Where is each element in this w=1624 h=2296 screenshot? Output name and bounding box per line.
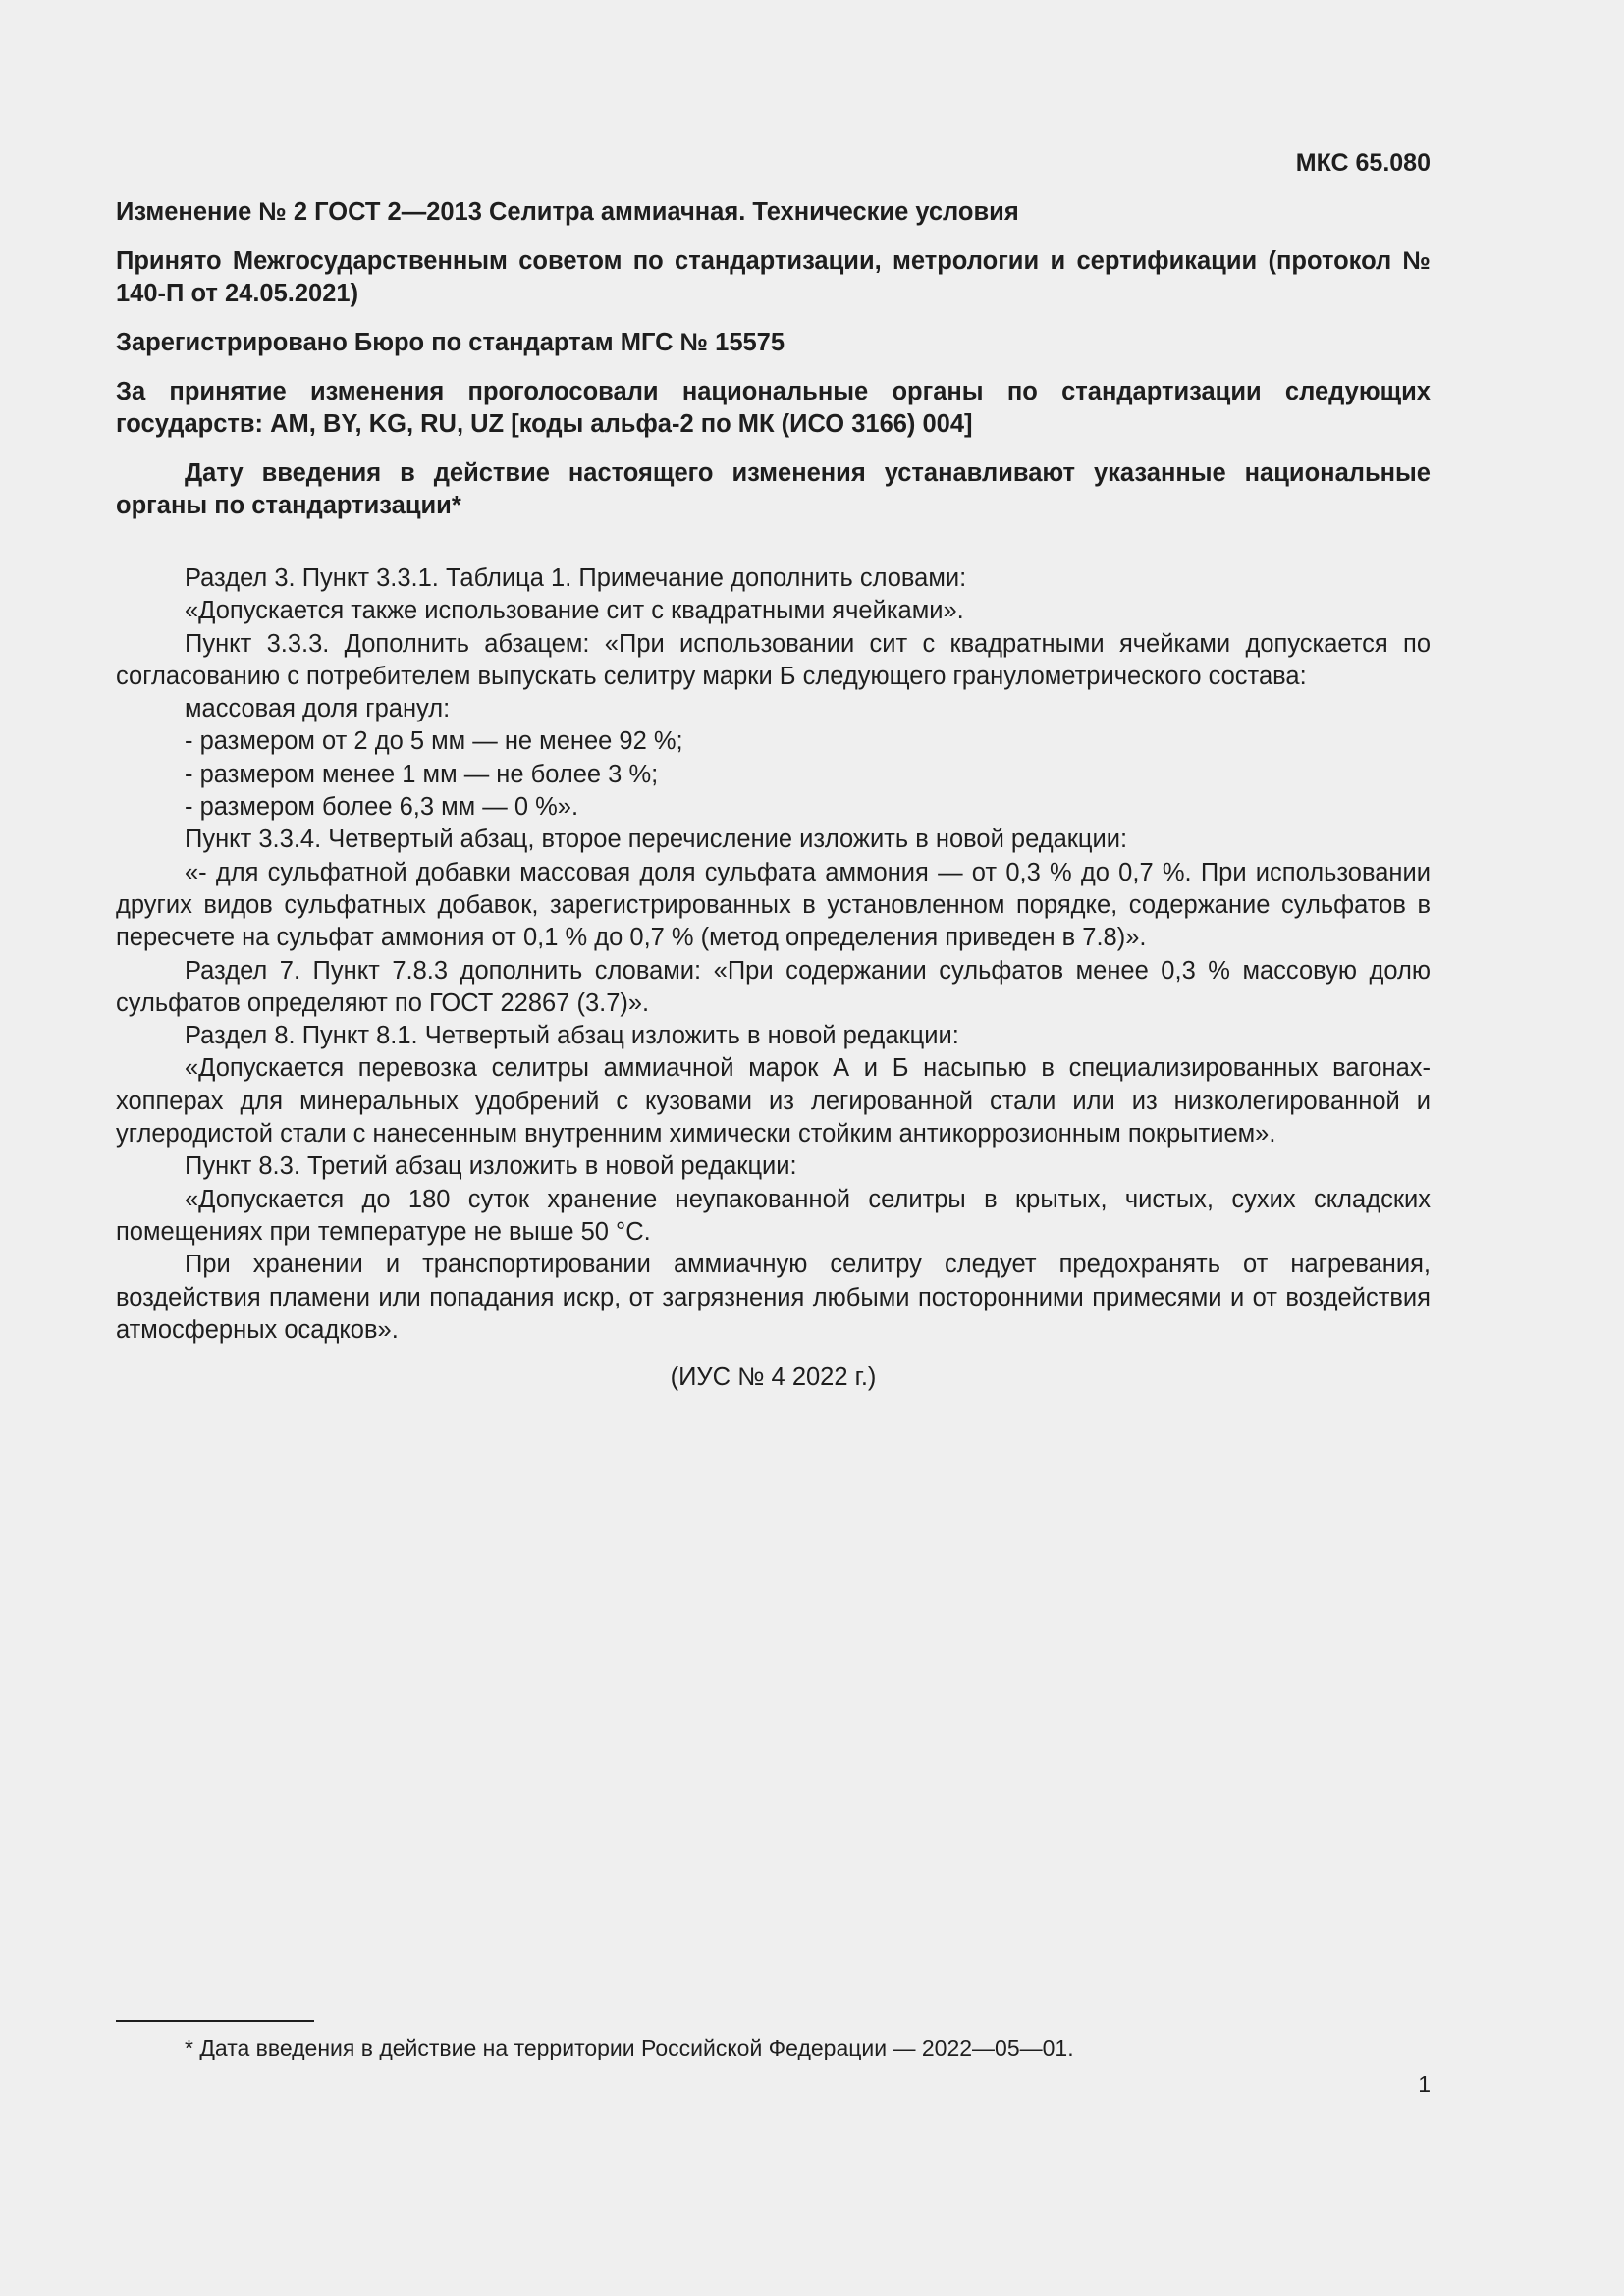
body-paragraph: массовая доля гранул: [185,695,451,723]
body-paragraph: «Допускается до 180 суток хранение неупакованной селитры в крытых, чистых, сухих складских помещениях при температуре не выше 50 °С. [116,1185,1431,1246]
amendment-body [116,562,1431,1394]
body-paragraph: «Допускается перевозка селитры аммиачной марок А и Б насыпью в специализированных вагонах-хопперах для минеральных удобрений с кузовами из легированной стали или из низколегированной и углеродистой стали с нанесенным внутренним химически стойким антикоррозионным покрытием». [116,1054,1431,1148]
effective-date-statement: Дату введения в действие настоящего изменения устанавливают указанные национальные органы по стандартизации* [116,459,1431,519]
footnote-divider [116,2020,314,2022]
body-paragraph: Раздел 3. Пункт 3.3.1. Таблица 1. Примечание дополнить словами: [185,564,967,592]
amendment-title: Изменение № 2 ГОСТ 2—2013 Селитра аммиачная. Технические условия [116,198,1019,226]
body-paragraph: «- для сульфатной добавки массовая доля сульфата аммония — от 0,3 % до 0,7 %. При использовании других видов сульфатных добавок, зарегистрированных в установленном порядке, содержание сульфатов в пересчете на сульфат аммония от 0,1 % до 0,7 % (метод определения приведен в 7.8)». [116,858,1431,952]
document-page [116,0,1431,2296]
body-paragraph: Пункт 8.3. Третий абзац изложить в новой редакции: [185,1152,797,1181]
body-paragraph: Пункт 3.3.3. Дополнить абзацем: «При использовании сит с квадратными ячейками допускается по согласованию с потребителем выпускать селитру марки Б следующего гранулометрического состава: [116,629,1431,690]
body-paragraph: При хранении и транспортировании аммиачную селитру следует предохранять от нагревания, воздействия пламени или попадания искр, от загрязнения любыми посторонними примесями и от воздействия атмосферных осадков». [116,1251,1431,1344]
page-number: 1 [1418,2071,1431,2097]
list-item: - размером более 6,3 мм — 0 %». [185,793,579,822]
footnote: * Дата введения в действие на территории Российской Федерации — 2022—05—01. [185,2035,1074,2060]
source-note: (ИУС № 4 2022 г.) [670,1363,877,1392]
classifier-code: МКС 65.080 [1295,149,1431,177]
body-paragraph: Пункт 3.3.4. Четвертый абзац, второе перечисление изложить в новой редакции: [185,826,1128,854]
body-paragraph: Раздел 8. Пункт 8.1. Четвертый абзац изложить в новой редакции: [185,1022,959,1050]
adoption-statement: Принято Межгосударственным советом по стандартизации, метрологии и сертификации (протокол № 140-П от 24.05.2021) [116,247,1431,307]
list-item: - размером менее 1 мм — не более 3 %; [185,760,659,788]
body-paragraph: «Допускается также использование сит с квадратными ячейками». [185,597,964,625]
amendment-header [116,196,1431,539]
body-paragraph: Раздел 7. Пункт 7.8.3 дополнить словами: «При содержании сульфатов менее 0,3 % массовую долю сульфатов определяют по ГОСТ 22867 (3.7)». [116,956,1431,1017]
list-item: - размером от 2 до 5 мм — не менее 92 %; [185,727,683,756]
registration-statement: Зарегистрировано Бюро по стандартам МГС № 15575 [116,329,785,356]
voting-statement: За принятие изменения проголосовали национальные органы по стандартизации следующих государств: AM, BY, KG, RU, UZ [коды альфа-2 по МК (ИСО 3166) 004] [116,378,1431,438]
